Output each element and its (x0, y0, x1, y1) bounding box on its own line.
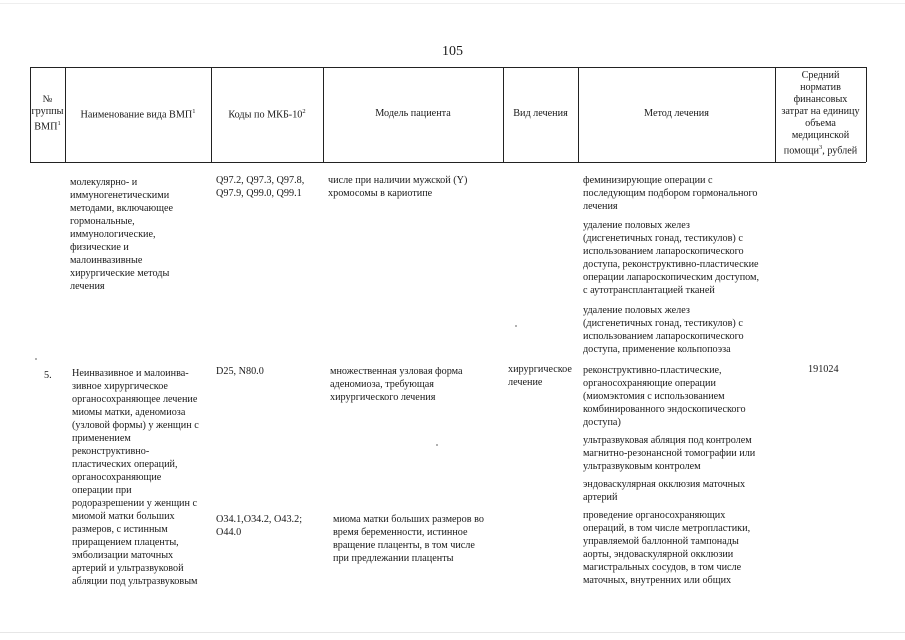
scan-speck (436, 444, 438, 446)
cont-mkb-codes: Q97.2, Q97.3, Q97.8, Q97.9, Q99.0, Q99.1 (216, 175, 305, 199)
row5-method-4: проведение органосохраняющих операций, в том числе метропластики, управляемой баллонной тампонады аорты, эндоваскулярной окклюзии магистральных сосудов, в том числе маточных, внутренних или общих (583, 510, 751, 586)
col-divider (866, 67, 867, 162)
cont-patient-model: числе при наличии мужской (Y) хромосомы в кариотипе (328, 175, 468, 199)
row5-treatment-type: хирургическое лечение (508, 364, 572, 388)
cont-method-2: удаление половых желез (дисгенетичных гонад, тестикулов) с использованием лапароскопического доступа, реконструктивно-пластические операции лапароскопическим доступом, с аутотрансплантацией тканей (583, 220, 760, 296)
row5-mkb-codes-a: D25, N80.0 (216, 366, 264, 377)
cont-vmp-name: молекулярно- и иммуногенетическими методами, включающее гормональные, иммунологические, физические и малоинвазивные хирургические методы лечения (70, 177, 173, 292)
row5-mkb-codes-b: O34.1,O34.2, O43.2; O44.0 (216, 514, 303, 538)
row5-method-2: ультразвуковая абляция под контролем магнитно-резонансной томографии или ультразвуковым контролем (583, 435, 756, 472)
row5-method-3: эндоваскулярная окклюзия маточных артерий (583, 479, 746, 503)
row5-number: 5. (44, 370, 52, 381)
row5-method-1: реконструктивно-пластические, органосохраняющие операции (миомэктомия с использованием комбинированного эндоскопического доступа) (583, 365, 746, 428)
header-avg-norm: Средний норматив финансовых затрат на единицу объема медицинской помощи$^3$, рублей (781, 70, 860, 157)
scan-edge-line (0, 3, 905, 4)
header-treatment-type: Вид лечения (513, 108, 568, 119)
cont-method-3: удаление половых желез (дисгенетичных гонад, тестикулов) с использованием лапароскопического доступа, применение кольпопоэза (583, 305, 744, 355)
header-patient-model: Модель пациента (375, 108, 451, 119)
page-number: 105 (442, 44, 463, 59)
row5-patient-model-a: множественная узловая форма аденомиоза, требующая хирургического лечения (330, 366, 463, 403)
header-mkb-codes: Коды по МКБ-$10^2$ (228, 108, 306, 121)
row5-vmp-name: Неинвазивное и малоинва- зивное хирургическое органосохраняющее лечение миомы матки, аденомиоза (узловой формы) у женщин с применением реконструктивно- пластических операций, органосохраняющие операции при родоразрешении у женщин с миомой матки больших размеров, с истинным приращением плаценты, эмболизации маточных артерий и ультразвуковой абляции под ультразвуковым (72, 368, 199, 587)
scan-speck (515, 325, 517, 327)
scan-edge-line (0, 632, 905, 633)
header-treatment-method: Метод лечения (644, 108, 709, 119)
cont-method-1: феминизирующие операции с последующим подбором гормонального лечения (583, 175, 758, 212)
row5-cost: 191024 (808, 364, 839, 375)
scan-speck (35, 358, 37, 360)
row5-patient-model-b: миома матки больших размеров во время беременности, истинное вращение плаценты, в том числе при предлежании плаценты (333, 514, 484, 564)
header-vmp-name: Наименование вида ВМП$^1$ (80, 108, 196, 121)
header-group-no: № группы ВМП$^1$ (31, 94, 64, 133)
